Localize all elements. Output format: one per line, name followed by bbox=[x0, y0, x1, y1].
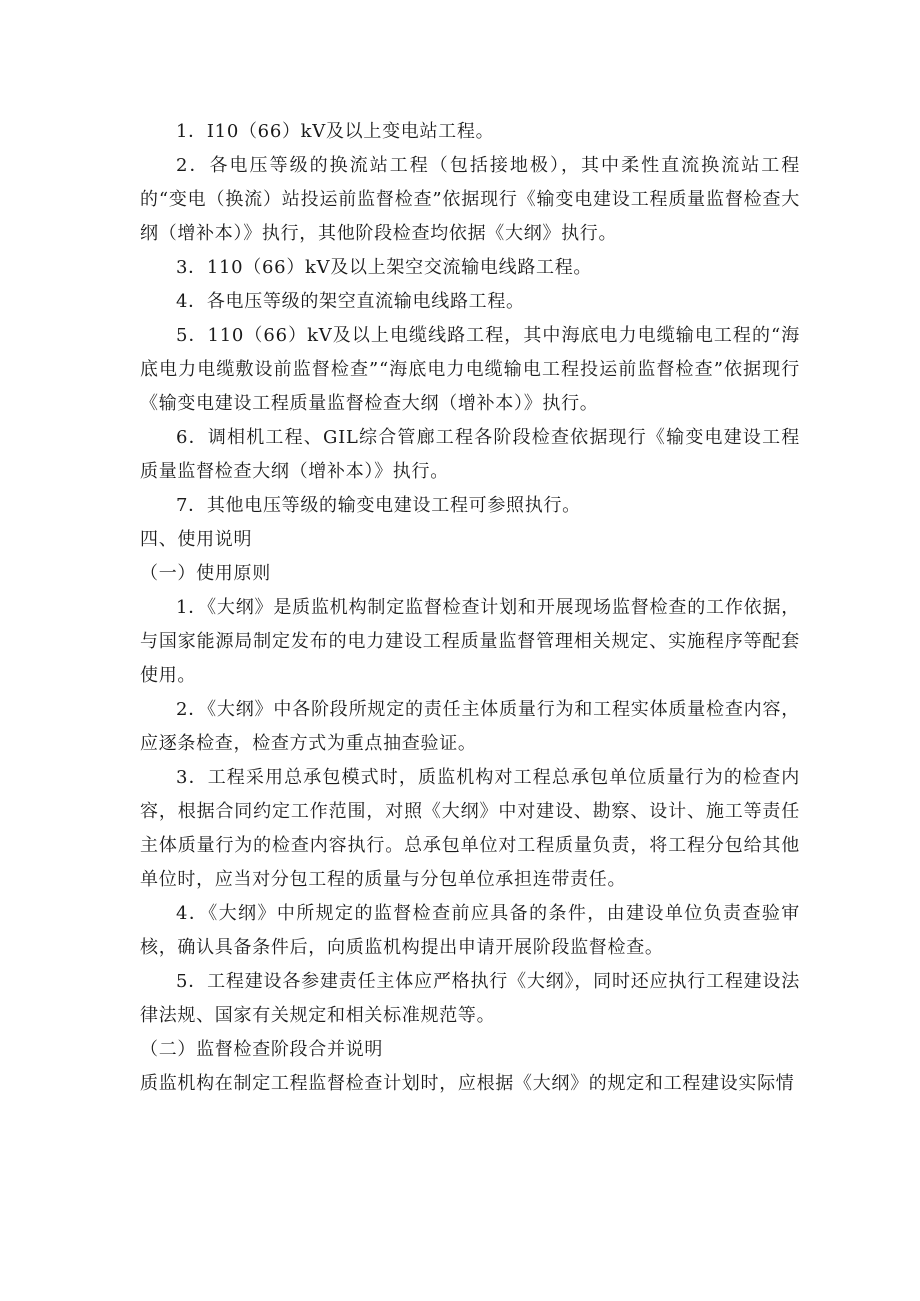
paragraph-item-6: 6．调相机工程、GIL综合管廊工程各阶段检查依据现行《输变电建设工程质量监督检查大纲（增补本）》执行。 bbox=[140, 427, 800, 482]
paragraph-item-7: 7．其他电压等级的输变电建设工程可参照执行。 bbox=[176, 495, 581, 516]
paragraph-item-5: 5．110（66）kV及以上电缆线路工程，其中海底电力电缆输电工程的“海底电力电缆敷设前监督检查”“海底电力电缆输电工程投运前监督检查”依据现行《输变电建设工程质量监督检查大纲（增补本）》执行。 bbox=[140, 325, 800, 414]
paragraph-principle-2: 2．《大纲》中各阶段所规定的责任主体质量行为和工程实体质量检查内容，应逐条检查，检查方式为重点抽查验证。 bbox=[140, 699, 800, 754]
paragraph-principle-3: 3．工程采用总承包模式时，质监机构对工程总承包单位质量行为的检查内容，根据合同约定工作范围，对照《大纲》中对建设、勘察、设计、施工等责任主体质量行为的检查内容执行。总承包单位对工程质量负责，将工程分包给其他单位时，应当对分包工程的质量与分包单位承担连带责任。 bbox=[140, 767, 800, 890]
paragraph-principle-5: 5．工程建设各参建责任主体应严格执行《大纲》，同时还应执行工程建设法律法规、国家有关规定和相关标准规范等。 bbox=[140, 971, 800, 1026]
paragraph-item-1: 1．I10（66）kV及以上变电站工程。 bbox=[176, 121, 495, 142]
subsection-heading-merging: （二）监督检查阶段合并说明 bbox=[140, 1039, 384, 1060]
section-heading-usage: 四、使用说明 bbox=[140, 529, 253, 550]
paragraph-item-3: 3．110（66）kV及以上架空交流输电线路工程。 bbox=[176, 257, 593, 278]
paragraph-merging-intro: 质监机构在制定工程监督检查计划时，应根据《大纲》的规定和工程建设实际情 bbox=[140, 1073, 795, 1094]
paragraph-item-4: 4．各电压等级的架空直流输电线路工程。 bbox=[176, 291, 525, 312]
paragraph-item-2: 2．各电压等级的换流站工程（包括接地极），其中柔性直流换流站工程的“变电（换流）站投运前监督检查”依据现行《输变电建设工程质量监督检查大纲（增补本）》执行，其他阶段检查均依据《大纲》执行。 bbox=[140, 155, 800, 244]
paragraph-principle-1: 1．《大纲》是质监机构制定监督检查计划和开展现场监督检查的工作依据，与国家能源局制定发布的电力建设工程质量监督管理相关规定、实施程序等配套使用。 bbox=[140, 597, 800, 686]
subsection-heading-principles: （一）使用原则 bbox=[140, 563, 271, 584]
paragraph-principle-4: 4．《大纲》中所规定的监督检查前应具备的条件，由建设单位负责查验审核，确认具备条件后，向质监机构提出申请开展阶段监督检查。 bbox=[140, 903, 800, 958]
